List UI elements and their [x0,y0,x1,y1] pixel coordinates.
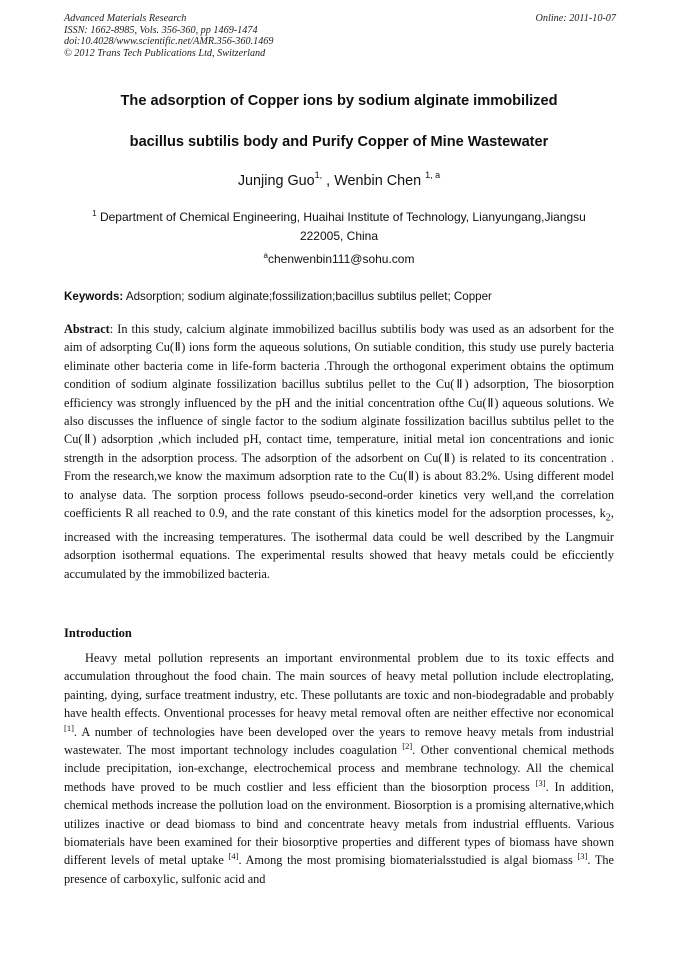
author-1-affil: 1, [314,170,323,180]
abstract-k-subscript: 2 [605,512,611,524]
abstract-text-1: : In this study, calcium alginate immobilized bacillus subtilis body was used as an adsorbent for the aim of adsorpting Cu(Ⅱ) ions form the aqueous solutions, On sutiable condition, this study use purely bacteria eliminate other bacteria come in life-form bacteria .Through the orthogonal experiment obtains the optimum condition of sodium alginate fossilization bacillus subtilus pellet to the Cu(Ⅱ) adsorption, The biosorption efficiency was strongly influenced by the pH and the initial concentration ofthe Cu(Ⅱ) aqueous solutions. We also discusses the influence of single factor to the sodium alginate fossilization bacillus subtilus pellet to the Cu(Ⅱ) adsorption ,which included pH, contact time, temperature, initial metal ion concentrations and ionic strength in the adsorption process. The adsorption of the adsorbent on Cu(Ⅱ) is related to its concentration . From the research,we know the maximum adsorption rate to the Cu(Ⅱ) is about 83.2%. Using different model to analyse data. The sorption process follows pseudo-second-order kinetics very well,and the correlation coefficients R all reached to 0.9, and the rate constant of this kinetics model for the adsorption processes, k [64,322,614,521]
email-address[interactable]: chenwenbin111@sohu.com [267,252,415,266]
citation-ref[interactable]: [4] [228,851,239,862]
introduction-paragraph [64,649,614,888]
title-line-2: bacillus subtilis body and Purify Copper of Mine Wastewater [129,134,549,150]
abstract-label: Abstract [64,322,110,336]
author-1-name: Junjing Guo [237,173,315,189]
copyright-line: © 2012 Trans Tech Publications Ltd, Switzerland [64,48,266,60]
journal-header [64,13,616,60]
abstract-text-2: , increased with the increasing temperatures. The isothermal data could be well described by the Langmuir adsorption isothermal equations. The experimental results showed that heavy metals could be eficciently accumulated by the immobilized bacteria. [64,506,614,581]
affiliation-marker: 1 [92,209,97,218]
author-2-affil: 1, a [425,170,441,180]
citation-ref[interactable]: [3] [535,777,546,788]
intro-text-4: . In addition, chemical methods increase the pollution load on the environment. Biosorption is a promising alternative,which utilizes inactive or dead biomass to bind and concentrate heavy metals from industrial effluents. Various biomaterials have been examined for their biosorptive properties and different types of biomass have shown different levels of metal uptake [64,779,614,868]
email-line [0,252,678,266]
citation-ref[interactable]: [1] [64,722,74,733]
abstract [64,320,614,583]
intro-text-2: . A number of technologies have been developed over the years to remove heavy metals from industrial wastewater. The most important technology includes coagulation [64,724,614,758]
keywords [64,290,624,303]
title-line-1: The adsorption of Copper ions by sodium alginate immobilized [120,93,558,109]
issn-line: ISSN: 1662-8985, Vols. 356-360, pp 1469-1474 [64,24,258,36]
author-2-name: Wenbin Chen [334,173,422,189]
affiliation [78,208,600,246]
keywords-label: Keywords: [64,290,124,303]
intro-text-3: . Other conventional chemical methods include precipitation, ion-exchange, electrochemical process and membrane technology. All the chemical methods have proved to be much costlier and less efficient than the biosorption process [64,743,614,794]
doi-line: doi:10.4028/www.scientific.net/AMR.356-360.1469 [64,36,274,48]
author-line [0,170,678,189]
intro-text-1: Heavy metal pollution represents an important environmental problem due to its toxic effects and accumulation throughout the food chain. The main sources of heavy metal pollution include electroplating, painting, dying, surface treatment industry, etc. These pollutants are toxic and non-biodegradable and probably have health effects. Onventional processes for heavy metal removal often are neither effective nor economical [64,651,614,721]
online-date: Online: 2011-10-07 [535,13,616,24]
email-marker: a [263,251,268,260]
journal-name: Advanced Materials Research [64,13,187,24]
citation-ref[interactable]: [3] [577,851,588,862]
keywords-text: Adsorption; sodium alginate;fossilization;bacillus subtilus pellet; Copper [125,290,492,303]
affiliation-text: Department of Chemical Engineering, Huaihai Institute of Technology, Lianyungang,Jiangsu 222005, China [99,210,586,243]
intro-text-6: . The presence of carboxylic, sulfonic acid and [64,853,614,886]
section-heading-introduction: Introduction [64,626,132,640]
intro-text-5: . Among the most promising biomaterialsstudied is algal biomass [238,853,578,868]
citation-ref[interactable]: [2] [402,741,413,752]
author-separator: , [322,173,335,189]
